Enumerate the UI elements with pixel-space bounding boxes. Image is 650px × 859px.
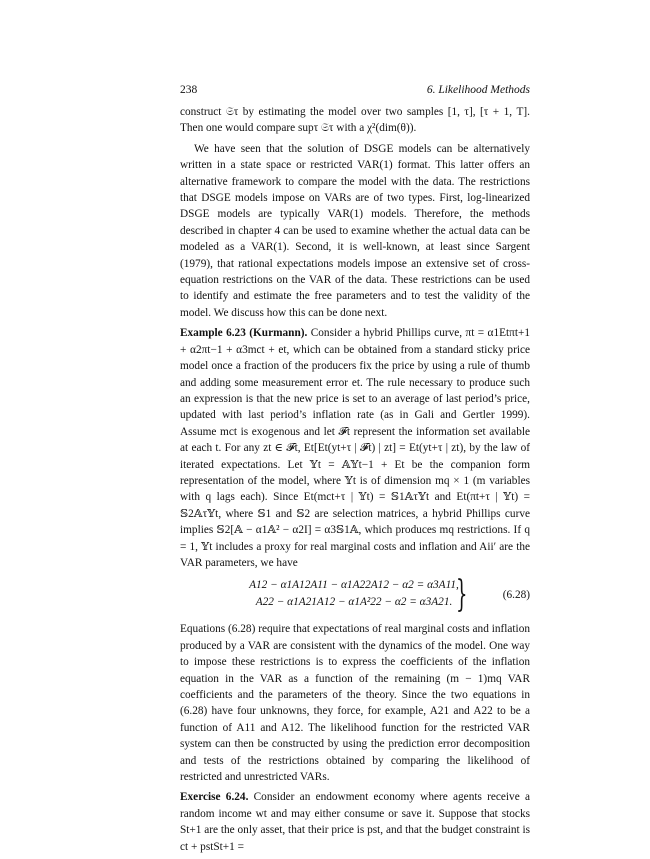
equation-lines (244, 577, 464, 611)
equation-number: (6.28) (502, 589, 530, 602)
exercise-label: Exercise 6.24. (180, 791, 249, 804)
exercise-text: Consider an endowment economy where agents receive a random income wt and may either consume or save it. Suppose that stocks St+1 are the only asset, that their price is pst, and that the budget constraint is ct + pstSt+1 = (180, 791, 530, 853)
right-brace: } (456, 574, 468, 616)
example-text: Consider a hybrid Phillips curve, πt = α1Etπt+1 + α2πt−1 + α3mct + et, which can be obtained from a standard sticky price model once a fraction of the producers fix the price by using a rule of thumb and adding some measurement error et. The rule necessary to produce such an expression is that the new price is set to an average of last period’s price, updated with last period’s inflation rate (as in Gali and Gertler 1999). Assume mct is exogenous and let 𝓕t represent the information set available at each t. For any zt ∈ 𝓕t, Et[Et(yt+τ | 𝓕t) | zt] = Et(yt+τ | zt), by the law of iterated expectations. Let 𝕐t = 𝔸𝕐t−1 + Et be the companion form representation of the model, where 𝕐t is of dimension mq × 1 (m variables with q lags each). Since Et(mct+τ | 𝕐t) = 𝕊1𝔸τ𝕐t and Et(πt+τ | 𝕐t) = 𝕊2𝔸τ𝕐t, where 𝕊1 and 𝕊2 are selection matrices, a hybrid Phillips curve implies 𝕊2[𝔸 − α1𝔸² − α2I] = α3𝕊1𝔸, which produces mq restrictions. If q = 1, 𝕐t includes a proxy for real marginal costs and inflation and Aii′ are the VAR parameters, we have (180, 327, 530, 569)
equation-line-2: A22 − α1A21A12 − α1A²22 − α2 = α3A21. (255, 596, 453, 609)
example-6-23 (180, 325, 530, 571)
exercise-6-24 (180, 789, 530, 855)
chapter-title: 6. Likelihood Methods (426, 84, 530, 96)
paragraph-continuation: construct 𝔖τ by estimating the model over two samples [1, τ], [τ + 1, T]. Then one would compare supτ 𝔖τ with a χ²(dim(θ)). (180, 106, 530, 135)
paragraph-equations-discussion: Equations (6.28) require that expectations of real marginal costs and inflation produced by a VAR are consistent with the dynamics of the model. One way to impose these restrictions is to express the coefficients of the inflation equation in the VAR as a function of the remaining (m − 1)mq VAR coefficients and the parameters of the theory. Since the two equations in (6.28) have four unknowns, they force, for example, A21 and A22 to be a function of A11 and A12. The likelihood function for the restricted VAR system can then be constructed by using the prediction error decomposition and tests of the restrictions obtained by comparing the likelihood of restricted and unrestricted VARs. (180, 623, 530, 784)
example-label: Example 6.23 (Kurmann). (180, 327, 308, 340)
equation-6-28 (180, 574, 530, 616)
paragraph-dsge-var: We have seen that the solution of DSGE models can be alternatively written in a state space or restricted VAR(1) format. This latter offers an alternative framework to compare the model with the data. The restrictions that DSGE models impose on VARs are of two types. First, log-linearized DSGE models are typically VAR(1) models. Therefore, the methods described in chapter 4 can be used to examine whether the actual data can be modeled as a VAR(1). Second, it is well-known, at least since Sargent (1979), that rational expectations models impose an extensive set of cross-equation restrictions on the VAR of the data. These restrictions can be used to identify and estimate the free parameters and to test the validity of the model. We discuss how this can be done next. (180, 142, 530, 319)
page-number: 238 (180, 84, 198, 96)
equation-line-1: A12 − α1A12A11 − α1A22A12 − α2 = α3A11, (249, 579, 459, 592)
running-header (180, 84, 530, 96)
body-text (180, 104, 530, 859)
